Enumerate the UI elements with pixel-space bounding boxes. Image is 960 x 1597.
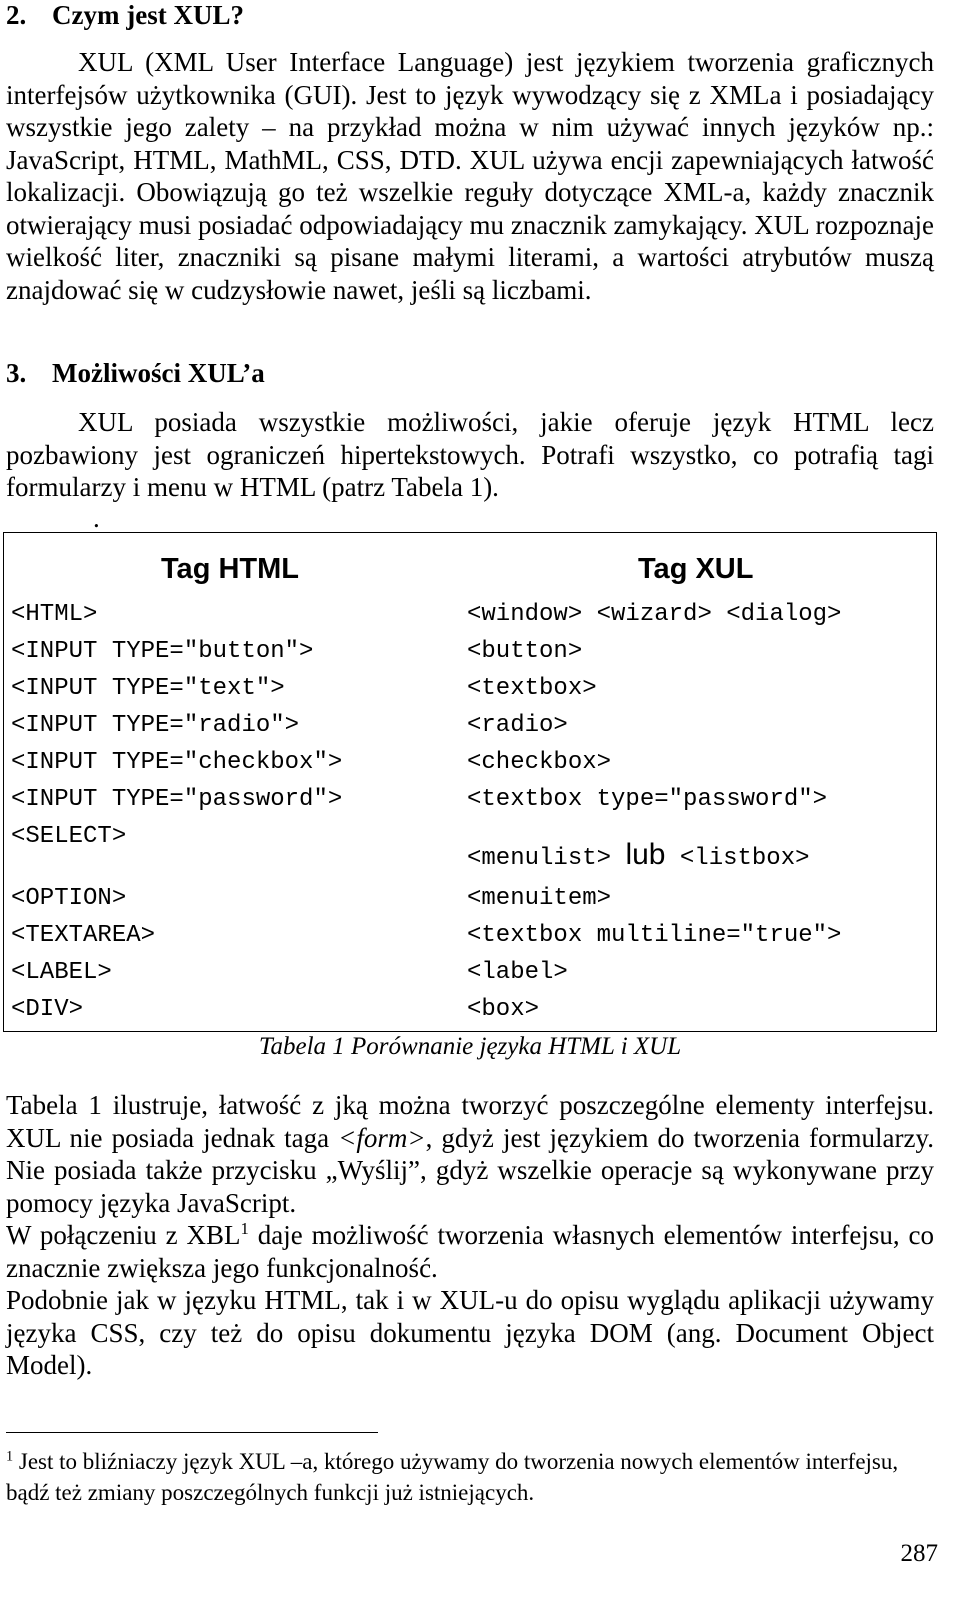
html-tag: <SELECT> — [11, 823, 127, 850]
xul-tag: <window> <wizard> <dialog> — [467, 601, 842, 628]
html-tag: <INPUT TYPE="radio"> — [11, 712, 300, 739]
section-number: 3. — [6, 358, 27, 388]
section-2-paragraph — [6, 46, 934, 306]
section-title: Czym jest XUL? — [52, 0, 244, 30]
html-tag: <INPUT TYPE="text"> — [11, 675, 285, 702]
xul-tag: <textbox multiline="true"> — [467, 922, 842, 949]
paragraph-3: Podobnie jak w języku HTML, tak i w XUL-u do opisu wyglądu aplikacji używamy języka CSS, czy też do opisu dokumentu języka DOM (ang. Document Object Model). — [6, 1285, 934, 1380]
paragraph-2-end: daje możliwość tworzenia własnych elementów interfejsu, co znacznie zwiększa jego funkcjonalność. — [6, 1220, 934, 1283]
xul-tag — [467, 838, 810, 872]
table-caption: Tabela 1 Porównanie języka HTML i XUL — [258, 1033, 682, 1060]
html-tag: <INPUT TYPE="password"> — [11, 786, 343, 813]
menulist-tag: <menulist> — [467, 845, 612, 872]
section-number: 2. — [6, 0, 27, 30]
xul-tag: <button> — [467, 638, 583, 665]
html-tag: <HTML> — [11, 601, 98, 628]
html-tag: <TEXTAREA> — [11, 922, 156, 949]
listbox-tag: <listbox> — [679, 845, 810, 872]
xul-tag: <textbox type="password"> — [467, 786, 828, 813]
paragraph-1-end: , gdyż jest językiem do tworzenia formularzy. Nie posiada także przycisku „Wyślij”, gdyż wszelkie operacje są wykonywane przy pomocy języka JavaScript. — [6, 1122, 934, 1218]
form-tag: <form> — [338, 1122, 426, 1153]
footnote — [6, 1446, 906, 1508]
xul-tag: <checkbox> — [467, 749, 612, 776]
stray-dot: . — [93, 503, 100, 533]
paragraph-1 — [6, 1089, 934, 1219]
footnote-ref: 1 — [240, 1219, 249, 1238]
paragraph-2 — [6, 1219, 934, 1284]
xul-tag: <box> — [467, 996, 540, 1023]
html-tag: <LABEL> — [11, 959, 112, 986]
html-tag: <DIV> — [11, 996, 84, 1023]
paragraph-text: XUL (XML User Interface Language) jest językiem tworzenia graficznych interfejsów użytkownika (GUI). Jest to język wywodzący się z XMLa i posiadający wszystkie jego zalety – na przykład można w nim używać innych języków np.: JavaScript, HTML, MathML, CSS, DTD. XUL używa encji zapewniających łatwość lokalizacji. Obowiązują go też wszelkie reguły dotyczące XML-a, każdy znacznik otwierający musi posiadać odpowiadający mu znacznik zamykający. XUL rozpoznaje wielkość liter, znaczniki są pisane małymi literami, a wartości atrybutów muszą znajdować się w cudzysłowie nawet, jeśli są liczbami. — [6, 47, 934, 305]
html-tag: <OPTION> — [11, 885, 127, 912]
after-table-text — [6, 1089, 934, 1382]
xul-tag: <radio> — [467, 712, 568, 739]
footnote-number: 1 — [6, 1448, 14, 1465]
xul-tag: <textbox> — [467, 675, 597, 702]
xul-tag: <menuitem> — [467, 885, 612, 912]
html-tag: <INPUT TYPE="button"> — [11, 638, 314, 665]
footnote-text: Jest to bliźniaczy język XUL –a, którego używamy do tworzenia nowych elementów interfejsu, bądź też zmiany poszczególnych funkcji już istniejących. — [6, 1449, 899, 1505]
section-2-heading — [6, 0, 244, 31]
page-number: 287 — [900, 1540, 938, 1567]
paragraph-1-start: Tabela 1 ilustruje, łatwość z jką można tworzyć poszczególne elementy interfejsu. XUL nie posiada jednak taga — [6, 1090, 934, 1153]
header-html: Tag HTML — [161, 553, 299, 585]
comparison-table — [3, 532, 937, 1032]
html-tag: <INPUT TYPE="checkbox"> — [11, 749, 343, 776]
paragraph-text: XUL posiada wszystkie możliwości, jakie oferuje język HTML lecz pozbawiony jest ograniczeń hipertekstowych. Potrafi wszystko, co potrafią tagi formularzy i menu w HTML (patrz Tabela 1). — [6, 407, 934, 502]
lub-word: lub — [625, 838, 666, 871]
xul-tag: <label> — [467, 959, 568, 986]
header-xul: Tag XUL — [638, 553, 754, 585]
section-title: Możliwości XUL’a — [52, 358, 265, 388]
section-3-paragraph — [6, 406, 934, 504]
section-3-heading — [6, 358, 265, 389]
paragraph-2-start: W połączeniu z XBL — [6, 1220, 241, 1250]
footnote-separator — [6, 1432, 378, 1433]
